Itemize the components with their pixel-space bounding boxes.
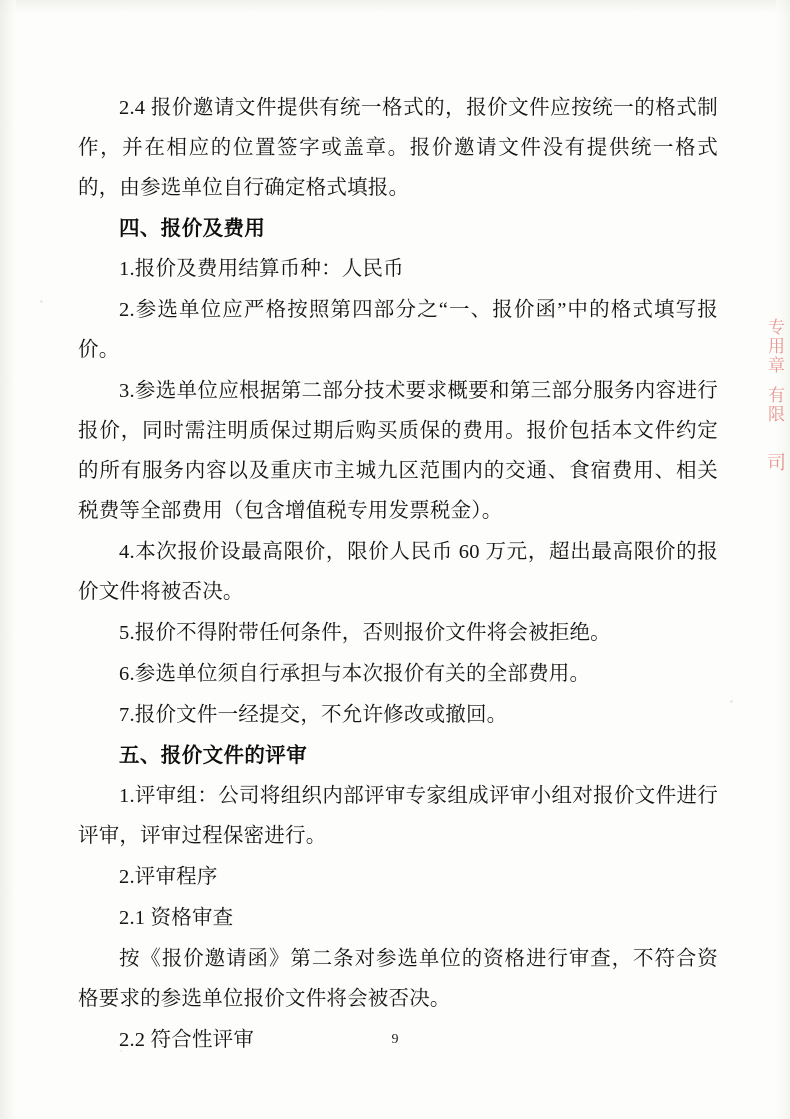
scan-speck: [40, 300, 43, 303]
page-number: 9: [391, 1032, 399, 1047]
paragraph-5-1: 1.评审组：公司将组织内部评审专家组成评审小组对报价文件进行评审，评审过程保密进行。: [78, 785, 718, 847]
scan-edge-right: [776, 0, 790, 1119]
seal-stamp-mark: 司: [764, 452, 785, 473]
seal-stamp-mark: 有限: [765, 386, 784, 424]
paragraph-4-6: 6.参选单位须自行承担与本次报价有关的全部费用。: [119, 663, 591, 685]
paragraph-4-3: 3.参选单位应根据第二部分技术要求概要和第三部分服务内容进行报价，同时需注明质保过期后购买质保的费用。报价包括本文件约定的所有服务内容以及重庆市主城九区范围内的交通、食宿费用、相关税费等全部费用（包含增值税专用发票税金）。: [78, 380, 718, 522]
paragraph-5-2-1: 2.1 资格审查: [119, 907, 234, 929]
paragraph-4-5: 5.报价不得附带任何条件，否则报价文件将会被拒绝。: [119, 622, 611, 644]
scan-speck: [730, 700, 733, 703]
paragraph-2-4: 2.4 报价邀请文件提供有统一格式的，报价文件应按统一的格式制作，并在相应的位置签字或盖章。报价邀请文件没有提供统一格式的，由参选单位自行确定格式填报。: [78, 97, 718, 199]
paragraph-5-2: 2.评审程序: [119, 866, 218, 888]
heading-section-five: 五、报价文件的评审: [119, 745, 308, 767]
paragraph-5-2-1-body: 按《报价邀请函》第二条对参选单位的资格进行审查，不符合资格要求的参选单位报价文件将会被否决。: [78, 948, 718, 1010]
paragraph-5-2-2: 2.2 符合性评审: [119, 1029, 255, 1051]
document-body: [78, 88, 718, 1061]
heading-section-four: 四、报价及费用: [119, 218, 266, 240]
paragraph-4-7: 7.报价文件一经提交，不允许修改或撤回。: [119, 704, 508, 726]
seal-stamp-mark: 专用章: [765, 318, 784, 375]
paragraph-4-1: 1.报价及费用结算币种：人民币: [119, 258, 404, 280]
paragraph-4-4: 4.本次报价设最高限价，限价人民币 60 万元，超出最高限价的报价文件将被否决。: [78, 541, 718, 603]
scan-edge-top: [0, 0, 790, 14]
paragraph-4-2: 2.参选单位应严格按照第四部分之“一、报价函”中的格式填写报价。: [78, 299, 718, 361]
scan-edge-left: [0, 0, 16, 1119]
